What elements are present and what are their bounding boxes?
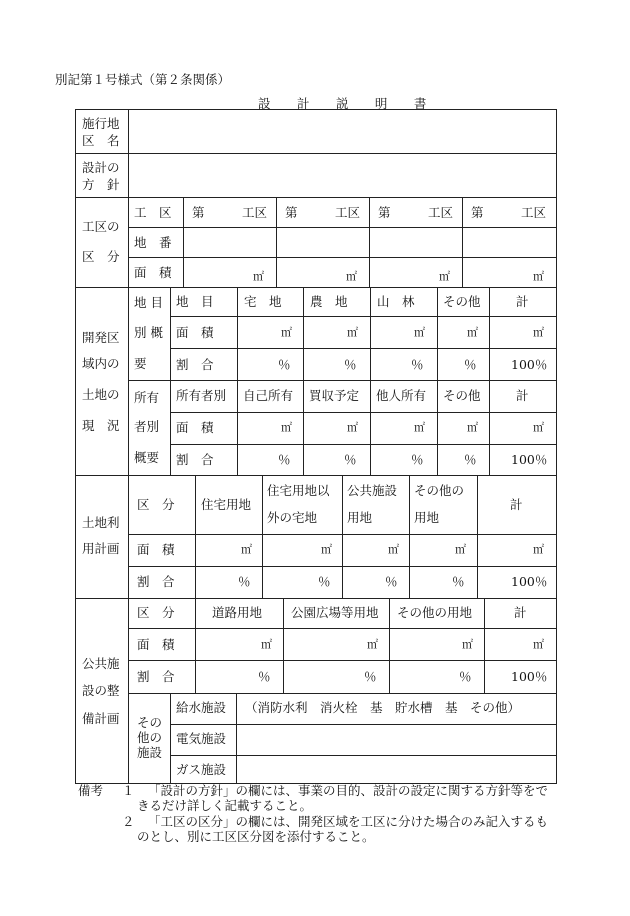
note-2-line2: のとし、別に工区区分図を添付すること。	[137, 829, 375, 844]
koku-unit-4: ㎡	[533, 270, 544, 283]
koku-unit-2: ㎡	[346, 270, 357, 283]
4b-area-label: 面 積	[176, 420, 214, 435]
4a-ratio-label: 割 合	[176, 357, 214, 372]
sec5-col-other-l1: その他の	[414, 483, 465, 498]
4b-hdr-baishu: 買収予定	[309, 388, 360, 403]
koku-col-2: 第 工区	[285, 205, 361, 220]
koku-col-3: 第 工区	[378, 205, 454, 220]
row-menseki-label: 面 積	[134, 265, 172, 280]
sec5-kubun-label: 区 分	[137, 497, 175, 512]
sec5-label-line2: 用計画	[82, 541, 120, 556]
sec5-col-residential: 住宅用地	[201, 497, 252, 512]
4a-area-unit-2: ㎡	[347, 326, 358, 339]
koku-unit-1: ㎡	[253, 270, 264, 283]
sec6-area-unit-4: ㎡	[533, 638, 544, 651]
sec5-col-total: 計	[510, 497, 523, 512]
4b-ratio-unit-1: ％	[278, 452, 291, 467]
4b-area-unit-4: ㎡	[467, 421, 478, 434]
4a-area-unit-4: ㎡	[467, 326, 478, 339]
sec5-area-label: 面 積	[137, 542, 175, 557]
electric-facility-label: 電気施設	[176, 731, 227, 746]
4b-area-unit-1: ㎡	[281, 421, 292, 434]
design-policy-field[interactable]	[130, 155, 555, 196]
sec5-area-unit-3: ㎡	[388, 543, 399, 556]
sec6-ratio-total: 100％	[511, 669, 548, 684]
sec4-label-line2: 域内の	[82, 356, 120, 371]
sec6-area-unit-3: ㎡	[462, 638, 473, 651]
note-1-line1: 「設計の方針」の欄には、事業の目的、設計の設定に関する方針等をで	[148, 783, 549, 798]
sec1-label-line1: 施行地	[82, 116, 120, 131]
koku-unit-3: ㎡	[439, 270, 450, 283]
4b-hdr-shoyusha: 所有者別	[176, 388, 227, 403]
sec5-col-nonres-l1: 住宅用地以	[267, 483, 330, 498]
sec5-ratio-total: 100％	[511, 574, 548, 589]
4a-hdr-nouchi: 農 地	[310, 294, 348, 309]
4b-area-unit-3: ㎡	[414, 421, 425, 434]
4b-hdr-tanin: 他人所有	[376, 388, 427, 403]
sec5-area-unit-4: ㎡	[455, 543, 466, 556]
water-facility-label: 給水施設	[176, 700, 227, 715]
4b-ratio-unit-3: ％	[411, 452, 424, 467]
sec6-ratio-label: 割 合	[137, 669, 175, 684]
sec5-ratio-unit-2: ％	[318, 574, 331, 589]
4a-area-label: 面 積	[176, 325, 214, 340]
sec6-col-other: その他の用地	[397, 605, 473, 620]
4b-ratio-unit-4: ％	[464, 452, 477, 467]
4a-ratio-unit-2: ％	[344, 357, 357, 372]
4a-hdr-kei: 計	[516, 294, 529, 309]
sec6-label-line3: 備計画	[82, 711, 120, 726]
sec6-kubun-label: 区 分	[137, 605, 175, 620]
form-title: 設 計 説 明 書	[258, 96, 438, 111]
sec6-area-unit-2: ㎡	[367, 638, 378, 651]
sec5-col-other-l2: 用地	[414, 510, 440, 525]
sec5-ratio-unit-4: ％	[452, 574, 465, 589]
sec1-label-line2: 区 名	[82, 133, 120, 148]
sec6-col-park: 公園広場等用地	[291, 605, 379, 620]
4b-hdr-kei: 計	[516, 388, 529, 403]
sec5-ratio-label: 割 合	[137, 574, 175, 589]
sec2-label-line1: 設計の	[82, 160, 120, 175]
note-2-num: ２	[122, 814, 135, 829]
sec5-area-unit-5: ㎡	[533, 543, 544, 556]
sec3-label-line2: 区 分	[82, 249, 120, 264]
4a-ratio-unit-1: ％	[278, 357, 291, 372]
4a-hdr-chimoku: 地 目	[176, 294, 214, 309]
water-facility-detail: （消防水利 消火栓 基 貯水槽 基 その他）	[245, 700, 521, 715]
koku-col-4: 第 工区	[471, 205, 547, 220]
sec4a-label-2: 別 概	[134, 325, 163, 340]
form-header: 別記第１号様式（第２条関係）	[55, 72, 231, 87]
4a-hdr-takuchi: 宅 地	[244, 294, 282, 309]
sec5-col-nonres-l2: 外の宅地	[267, 510, 318, 525]
4a-hdr-sanrin: 山 林	[377, 294, 415, 309]
sec4-label-line4: 現 況	[82, 418, 120, 433]
4b-hdr-sonota: その他	[443, 388, 481, 403]
sec6-other-label-2: 他の	[137, 730, 163, 745]
row-koku-label: 工 区	[134, 205, 172, 220]
sec4-label-line1: 開発区	[82, 330, 120, 345]
note-1-line2: きるだけ詳しく記載すること。	[137, 798, 313, 813]
sec6-label-line1: 公共施	[82, 656, 120, 671]
sec5-col-public-l2: 用地	[347, 510, 373, 525]
koku-col-1: 第 工区	[192, 205, 268, 220]
4a-ratio-total: 100％	[511, 357, 548, 372]
4b-area-unit-2: ㎡	[347, 421, 358, 434]
sec4b-label-2: 者別	[134, 419, 160, 434]
sec5-col-public-l1: 公共施設	[347, 483, 398, 498]
gas-facility-label: ガス施設	[176, 762, 227, 777]
sekou-chiku-name-field[interactable]	[130, 111, 555, 152]
sec4b-label-1: 所有	[134, 390, 160, 405]
4b-ratio-total: 100％	[511, 452, 548, 467]
sec6-col-total: 計	[514, 605, 527, 620]
sec6-ratio-unit-1: ％	[258, 669, 271, 684]
sec4b-label-3: 概要	[134, 450, 160, 465]
gas-facility-field[interactable]	[238, 757, 555, 782]
sec6-label-line2: 設の整	[82, 683, 120, 698]
row-chiban-label: 地 番	[134, 235, 172, 250]
4b-ratio-label: 割 合	[176, 452, 214, 467]
sec5-ratio-unit-3: ％	[385, 574, 398, 589]
note-2-line1: 「工区の区分」の欄には、開発区域を工区に分けた場合のみ記入するも	[148, 814, 549, 829]
sec4a-label-3: 要	[134, 356, 147, 371]
note-1-num: １	[122, 783, 135, 798]
sec5-ratio-unit-1: ％	[238, 574, 251, 589]
sec6-area-label: 面 積	[137, 637, 175, 652]
sec5-area-unit-2: ㎡	[321, 543, 332, 556]
sec6-other-label-3: 施設	[137, 745, 163, 760]
4a-area-unit-5: ㎡	[533, 326, 544, 339]
4b-hdr-jiko: 自己所有	[243, 388, 294, 403]
4a-ratio-unit-3: ％	[411, 357, 424, 372]
sec6-area-unit-1: ㎡	[261, 638, 272, 651]
electric-facility-field[interactable]	[238, 726, 555, 754]
4a-area-unit-3: ㎡	[414, 326, 425, 339]
notes-head: 備考	[78, 783, 104, 798]
4a-area-unit-1: ㎡	[281, 326, 292, 339]
sec3-label-line1: 工区の	[82, 219, 120, 234]
sec6-other-label-1: その	[137, 715, 163, 730]
4b-area-unit-5: ㎡	[533, 421, 544, 434]
sec6-ratio-unit-2: ％	[364, 669, 377, 684]
sec4a-label-1: 地 目	[134, 295, 163, 310]
sec6-ratio-unit-3: ％	[459, 669, 472, 684]
sec5-label-line1: 土地利	[82, 515, 120, 530]
4a-hdr-sonota: その他	[443, 294, 481, 309]
sec4-label-line3: 土地の	[82, 387, 120, 402]
sec5-area-unit-1: ㎡	[241, 543, 252, 556]
4a-ratio-unit-4: ％	[464, 357, 477, 372]
sec6-col-road: 道路用地	[212, 605, 263, 620]
4b-ratio-unit-2: ％	[344, 452, 357, 467]
sec2-label-line2: 方 針	[82, 177, 120, 192]
